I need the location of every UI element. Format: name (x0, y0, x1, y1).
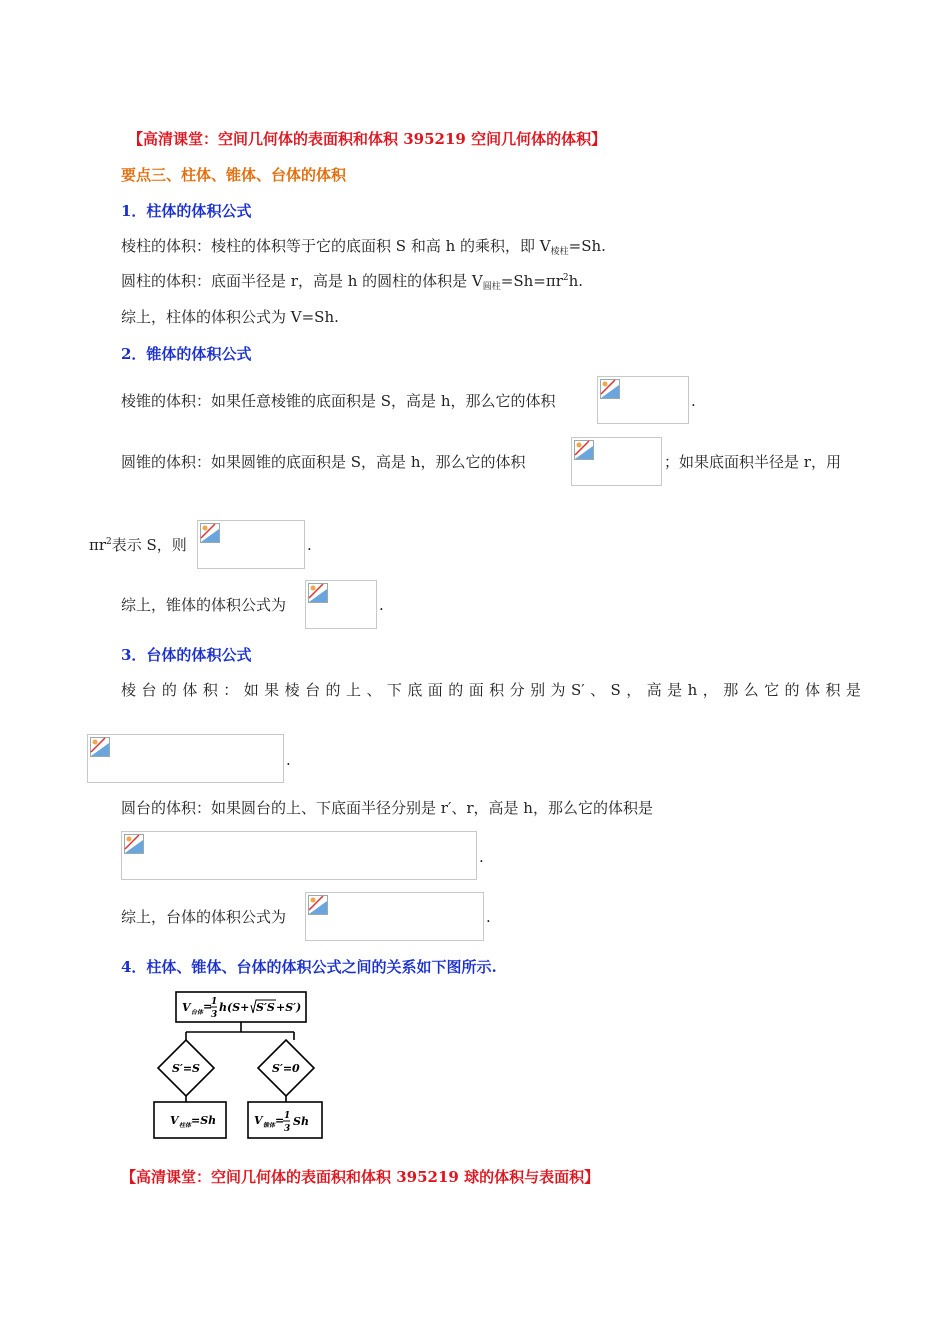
broken-image-icon (308, 583, 328, 603)
frustum-char: 么 (743, 681, 759, 699)
prism-summary: 综上，柱体的体积公式为 V=Sh. (121, 308, 339, 326)
frustum-end: . (286, 751, 291, 769)
frustum-volume-text (121, 680, 861, 700)
frustum-char: 积 (825, 681, 841, 699)
broken-image-icon (90, 737, 110, 757)
frustum-char: 别 (530, 681, 546, 699)
frustum-char: 台 (305, 681, 321, 699)
frustum-char: 为 (550, 681, 566, 699)
frustum-char: 如 (243, 681, 259, 699)
broken-image-icon (124, 834, 144, 854)
cone-tail: ；如果底面积半径是 r，用 (664, 453, 841, 471)
frustum-char: 底 (407, 681, 423, 699)
frustum-char: 是 (667, 681, 683, 699)
footer-link[interactable]: 【高清课堂：空间几何体的表面积和体积 395219 球的体积与表面积】 (121, 1168, 600, 1186)
flow-left-sub: 柱体 (179, 1122, 192, 1129)
sec3-title: 3．台体的体积公式 (121, 646, 252, 664)
frustum-char: 分 (509, 681, 525, 699)
frustum-char: 体 (805, 681, 821, 699)
frustum-char: ， (626, 681, 642, 699)
cyl-formula: =Sh=πr (500, 272, 563, 290)
frustum-char: 棱 (284, 681, 300, 699)
frustum-char: 下 (386, 681, 402, 699)
flow-right-sub: 锥体 (263, 1122, 276, 1129)
frustum-char: 果 (264, 681, 280, 699)
cone-volume-text: 圆锥的体积：如果圆锥的底面积是 S，高是 h，那么它的体积 (121, 453, 526, 471)
frustum-char: S (610, 681, 621, 699)
flow-top-sub: 台体 (191, 1009, 204, 1016)
flow-top-den: 3 (211, 1010, 218, 1020)
section-title: 要点三、柱体、锥体、台体的体积 (121, 166, 347, 184)
frustum-summary-image (305, 892, 484, 941)
frustum-char: 它 (764, 681, 780, 699)
pyramid-end: . (691, 392, 696, 410)
pi-r: πr (89, 536, 107, 554)
represent-s: 表示 S，则 (111, 536, 187, 554)
frustum-summary: 综上，台体的体积公式为 (121, 908, 287, 926)
cone-formula-image (571, 437, 662, 486)
cone-summary: 综上，锥体的体积公式为 (121, 596, 287, 614)
broken-image-icon (200, 523, 220, 543)
pyramid-formula-image (597, 376, 689, 424)
prism-volume-line (121, 236, 606, 259)
prism-formula: =Sh. (568, 237, 606, 255)
flow-left-v: V (170, 1114, 179, 1127)
cone-summary-end: . (379, 596, 384, 614)
broken-image-icon (574, 440, 594, 460)
frustum-char: 、 (366, 681, 382, 699)
pyramid-volume-text: 棱锥的体积：如果任意棱锥的底面积是 S，高是 h，那么它的体积 (121, 392, 556, 410)
cyl-formula-end: h. (568, 272, 584, 290)
flow-left-cond: S′=S (172, 1062, 201, 1075)
frustum-char: 是 (845, 681, 861, 699)
frustum-char: 面 (468, 681, 484, 699)
flow-left-eq: =Sh (191, 1114, 217, 1127)
frustum-formula-image (87, 734, 284, 783)
pi-r-sup: 2 (106, 537, 112, 547)
header-link[interactable]: 【高清课堂：空间几何体的表面积和体积 395219 空间几何体的体积】 (128, 130, 607, 148)
cone-r-formula-image (197, 520, 305, 569)
cylinder-volume-line (121, 271, 583, 294)
frustum-char: 高 (646, 681, 662, 699)
frustum-char: 棱 (121, 681, 137, 699)
flow-top-rest-a: h(S+ (219, 1001, 250, 1014)
round-frustum-end: . (479, 848, 484, 866)
flow-top-sqrt: S′S (256, 1001, 275, 1014)
frustum-char: 台 (141, 681, 157, 699)
prism-subscript: 棱柱 (550, 247, 569, 257)
flow-top-rest-b: +S′) (276, 1001, 302, 1014)
frustum-char: 积 (489, 681, 505, 699)
frustum-char: 的 (325, 681, 341, 699)
volume-relationship-diagram (140, 988, 340, 1148)
frustum-char: ： (223, 681, 239, 699)
sec4-title: 4．柱体、锥体、台体的体积公式之间的关系如下图所示. (121, 958, 497, 976)
frustum-summary-end: . (486, 908, 491, 926)
flow-right-cond: S′=0 (272, 1062, 300, 1075)
frustum-char: 的 (448, 681, 464, 699)
round-frustum-formula-image (121, 831, 477, 880)
cyl-subscript: 圆柱 (482, 282, 501, 292)
frustum-char: 上 (345, 681, 361, 699)
frustum-char: 体 (182, 681, 198, 699)
flow-right-num: 1 (284, 1111, 291, 1121)
frustum-char: ， (702, 681, 718, 699)
cone-summary-image (305, 580, 377, 629)
sec1-title: 1．柱体的体积公式 (121, 202, 252, 220)
frustum-char: 面 (427, 681, 443, 699)
frustum-char: 积 (202, 681, 218, 699)
prism-text: 棱柱的体积：棱柱的体积等于它的底面积 S 和高 h 的乘积，即 V (121, 237, 551, 255)
frustum-char: 、 (590, 681, 606, 699)
broken-image-icon (308, 895, 328, 915)
cyl-text: 圆柱的体积：底面半径是 r，高是 h 的圆柱的体积是 V (121, 272, 483, 290)
flow-right-den: 3 (284, 1124, 291, 1134)
flow-right-tail: Sh (293, 1115, 309, 1128)
frustum-char: 的 (161, 681, 177, 699)
cyl-sup: 2 (562, 273, 569, 283)
broken-image-icon (600, 379, 620, 399)
cone-r-line (89, 535, 187, 558)
frustum-char: 那 (723, 681, 739, 699)
flow-top-num: 1 (211, 997, 218, 1007)
cone-r-end: . (307, 536, 312, 554)
flow-top-eq: = (203, 1000, 213, 1013)
flow-top-v: V (182, 1001, 191, 1014)
frustum-char: 的 (784, 681, 800, 699)
sec2-title: 2．锥体的体积公式 (121, 345, 252, 363)
round-frustum-text: 圆台的体积：如果圆台的上、下底面半径分别是 r′、r，高是 h，那么它的体积是 (121, 799, 653, 817)
frustum-char: h (687, 681, 698, 699)
flow-right-v: V (254, 1114, 263, 1127)
frustum-char: S′ (570, 681, 585, 699)
flow-right-eq: = (275, 1114, 285, 1127)
